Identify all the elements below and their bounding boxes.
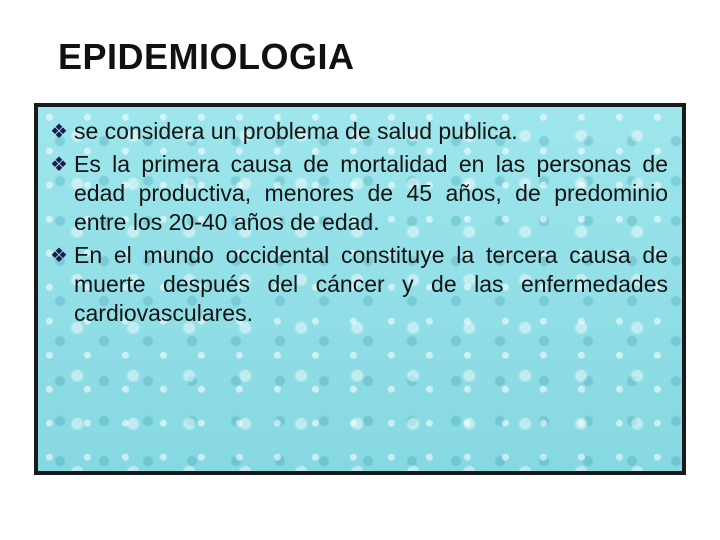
content-box [34, 103, 686, 475]
bullet-text-1: se considera un problema de salud publica. [74, 118, 518, 144]
diamond-dots-bullet-icon: ❖ [50, 152, 68, 176]
diamond-dots-bullet-icon: ❖ [50, 243, 68, 267]
slide-title: EPIDEMIOLOGIA [58, 36, 355, 77]
bullet-text-3: En el mundo occidental constituye la tercera causa de muerte después del cáncer y de las enfermedades cardiovasculares. [74, 242, 668, 326]
bullet-item-3 [50, 241, 668, 328]
diamond-dots-bullet-icon: ❖ [50, 119, 68, 143]
bullet-item-1 [50, 117, 668, 146]
bullet-item-2 [50, 150, 668, 237]
bullet-text-2: Es la primera causa de mortalidad en las personas de edad productiva, menores de 45 años, de predominio entre los 20-40 años de edad. [74, 151, 668, 235]
